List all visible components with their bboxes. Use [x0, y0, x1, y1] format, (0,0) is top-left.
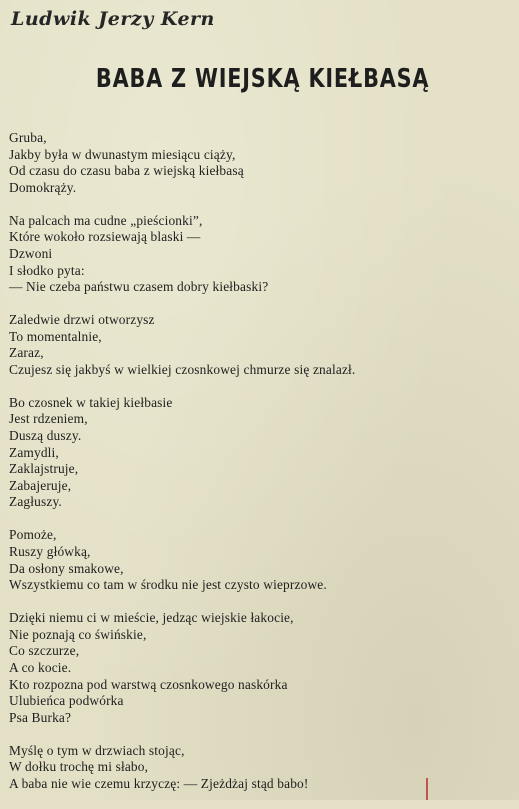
poem-line: Nie poznają co świńskie,	[9, 626, 147, 642]
poem-line: Które wokoło rozsiewają blaski —	[9, 229, 201, 245]
stanza-3	[9, 312, 514, 378]
poem-line: Zagłuszy.	[9, 494, 62, 510]
poem-line: Zaklajstruje,	[9, 461, 79, 477]
poem-line: I słodko pyta:	[9, 262, 85, 278]
poem-line: Jakby była w dwunastym miesiącu ciąży,	[9, 146, 236, 162]
poem-line: Ulubieńca podwórka	[9, 693, 124, 709]
poem-title: BABA Z WIEJSKĄ KIEŁBASĄ	[95, 64, 430, 94]
red-pencil-mark	[426, 778, 428, 800]
poem-line: Bo czosnek w takiej kiełbasie	[9, 394, 173, 410]
poem-line: Dzwoni	[9, 245, 53, 261]
poem-line: Od czasu do czasu baba z wiejską kiełbasą	[9, 163, 244, 179]
stanza-2	[9, 213, 514, 296]
poem-line: Wszystkiemu co tam w środku nie jest czysto wieprzowe.	[9, 577, 327, 593]
poem-line: Zaledwie drzwi otworzysz	[9, 312, 155, 328]
poem-line: Psa Burka?	[9, 709, 72, 725]
author-name: Ludwik Jerzy Kern	[11, 8, 215, 30]
poem-line: Kto rozpozna pod warstwą czosnkowego naskórka	[9, 676, 288, 692]
poem-line: Dzięki niemu ci w mieście, jedząc wiejskie łakocie,	[9, 610, 294, 626]
stanza-5	[9, 527, 514, 593]
poem-line: A co kocie.	[9, 659, 72, 675]
poem-line: Ruszy główką,	[9, 544, 91, 560]
poem-line: Domokrąży.	[9, 179, 77, 195]
poem-body	[9, 130, 514, 809]
poem-line: Zaraz,	[9, 345, 44, 361]
poem-line: W dołku trochę mi słabo,	[9, 759, 149, 775]
poem-line: To momentalnie,	[9, 328, 102, 344]
poem-line: Co szczurze,	[9, 643, 80, 659]
stanza-7	[9, 743, 514, 793]
stanza-4	[9, 395, 514, 511]
poem-line: — Nie czeba państwu czasem dobry kiełbaski?	[9, 279, 269, 295]
poem-line: Pomoże,	[9, 527, 57, 543]
poem-line: A baba nie wie czemu krzyczę: — Zjeżdżaj stąd babo!	[9, 775, 309, 791]
poem-line: Zamydli,	[9, 444, 59, 460]
poem-line: Gruba,	[9, 130, 47, 145]
poem-line: Myślę o tym w drzwiach stojąc,	[9, 742, 185, 758]
poem-line: Czujesz się jakbyś w wielkiej czosnkowej chmurze się znalazł.	[9, 361, 356, 377]
poem-line: Zabajeruje,	[9, 477, 72, 493]
stanza-6	[9, 610, 514, 726]
poem-line: Na palcach ma cudne „pieścionki”,	[9, 212, 203, 228]
stanza-1	[9, 130, 514, 196]
poem-line: Duszą duszy.	[9, 428, 82, 444]
poem-line: Da osłony smakowe,	[9, 560, 124, 576]
poem-line: Jest rdzeniem,	[9, 411, 88, 427]
